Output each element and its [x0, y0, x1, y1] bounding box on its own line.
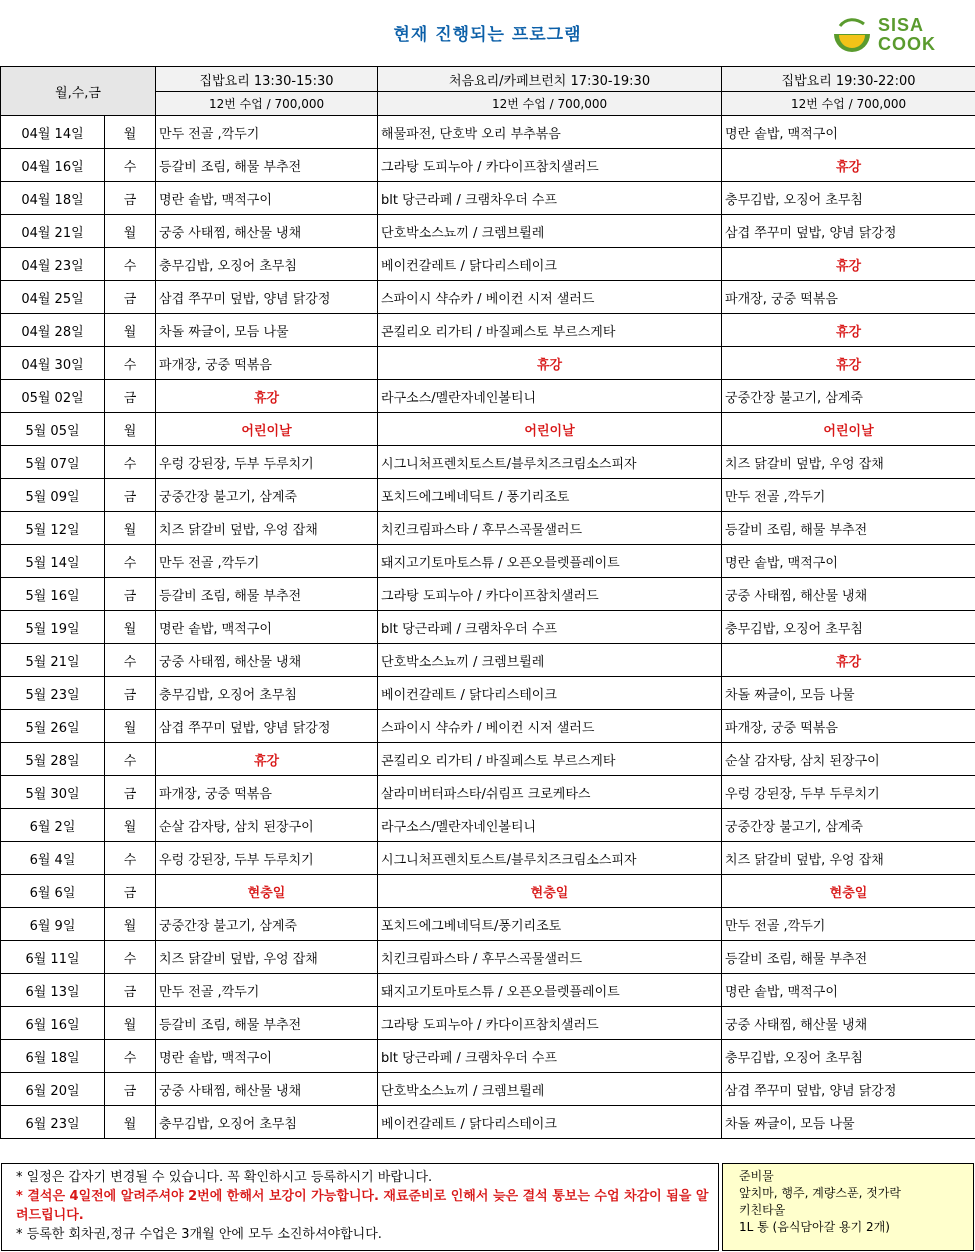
menu-cell-1330: 궁중간장 불고기, 삼계죽 — [156, 479, 378, 512]
logo-text — [878, 16, 936, 54]
date-cell: 5월 28일 — [1, 743, 105, 776]
weekday-cell: 월 — [105, 413, 156, 446]
menu-cell-1730: blt 당근라페 / 크램차우더 수프 — [378, 1040, 722, 1073]
program-header-2: 처음요리/카페브런치 17:30-19:30 — [378, 67, 722, 92]
menu-cell-1730: 시그니처프렌치토스트/블루치즈크림소스피자 — [378, 446, 722, 479]
menu-cell-1330: 충무김밥, 오징어 초무침 — [156, 677, 378, 710]
weekday-cell: 금 — [105, 974, 156, 1007]
weekday-cell: 월 — [105, 1007, 156, 1040]
table-row — [1, 380, 975, 413]
date-cell: 04월 18일 — [1, 182, 105, 215]
table-row — [1, 710, 975, 743]
menu-cell-1930: 휴강 — [722, 644, 975, 677]
weekday-cell: 수 — [105, 1040, 156, 1073]
menu-cell-1330: 삼겹 쭈꾸미 덮밥, 양념 닭강정 — [156, 710, 378, 743]
weekday-cell: 금 — [105, 479, 156, 512]
table-row — [1, 809, 975, 842]
table-row — [1, 908, 975, 941]
menu-cell-1930: 명란 솥밥, 맥적구이 — [722, 545, 975, 578]
note-schedule-change: * 일정은 갑자기 변경될 수 있습니다. 꼭 확인하시고 등록하시기 바랍니다. — [16, 1170, 433, 1185]
weekday-cell: 월 — [105, 116, 156, 149]
menu-cell-1930: 만두 전골 ,깍두기 — [722, 908, 975, 941]
date-cell: 5월 09일 — [1, 479, 105, 512]
menu-cell-1730: 휴강 — [378, 347, 722, 380]
table-row — [1, 215, 975, 248]
table-row — [1, 545, 975, 578]
supplies-line: 키친타올 — [739, 1203, 786, 1217]
menu-cell-1330: 휴강 — [156, 743, 378, 776]
menu-cell-1730: 해물파전, 단호박 오리 부추볶음 — [378, 116, 722, 149]
date-cell: 5월 07일 — [1, 446, 105, 479]
date-cell: 6월 16일 — [1, 1007, 105, 1040]
weekday-cell: 금 — [105, 875, 156, 908]
weekday-cell: 월 — [105, 215, 156, 248]
menu-cell-1330: 등갈비 조림, 해물 부추전 — [156, 149, 378, 182]
menu-cell-1930: 치즈 닭갈비 덮밥, 우엉 잡채 — [722, 446, 975, 479]
note-expiry: * 등록한 회차권,정규 수업은 3개월 안에 모두 소진하셔야합니다. — [16, 1227, 382, 1242]
menu-cell-1330: 궁중 사태찜, 해산물 냉채 — [156, 1073, 378, 1106]
menu-cell-1730: 콘킬리오 리가티 / 바질페스토 부르스게타 — [378, 743, 722, 776]
date-cell: 6월 23일 — [1, 1106, 105, 1139]
weekday-cell: 월 — [105, 611, 156, 644]
date-cell: 04월 21일 — [1, 215, 105, 248]
table-row — [1, 941, 975, 974]
table-row — [1, 611, 975, 644]
menu-cell-1730: 치킨크림파스타 / 후무스곡물샐러드 — [378, 512, 722, 545]
menu-cell-1930: 치즈 닭갈비 덮밥, 우엉 잡채 — [722, 842, 975, 875]
menu-cell-1930: 차돌 짜글이, 모듬 나물 — [722, 1106, 975, 1139]
menu-cell-1730: 베이컨갈레트 / 닭다리스테이크 — [378, 1106, 722, 1139]
menu-cell-1730: 포치드에그베네딕트/풍기리조토 — [378, 908, 722, 941]
table-row — [1, 446, 975, 479]
table-row — [1, 248, 975, 281]
table-row — [1, 182, 975, 215]
date-cell: 05월 02일 — [1, 380, 105, 413]
menu-cell-1330: 명란 솥밥, 맥적구이 — [156, 611, 378, 644]
menu-cell-1730: 시그니처프렌치토스트/블루치즈크림소스피자 — [378, 842, 722, 875]
menu-cell-1330: 휴강 — [156, 380, 378, 413]
menu-cell-1330: 명란 솥밥, 맥적구이 — [156, 182, 378, 215]
table-row — [1, 842, 975, 875]
menu-cell-1330: 파개장, 궁중 떡볶음 — [156, 776, 378, 809]
table-row — [1, 578, 975, 611]
date-cell: 6월 6일 — [1, 875, 105, 908]
menu-cell-1930: 우렁 강된장, 두부 두루치기 — [722, 776, 975, 809]
weekday-cell: 월 — [105, 908, 156, 941]
menu-cell-1930: 어린이날 — [722, 413, 975, 446]
menu-cell-1730: 베이컨갈레트 / 닭다리스테이크 — [378, 677, 722, 710]
days-header: 월,수,금 — [1, 67, 156, 116]
table-row — [1, 1106, 975, 1139]
date-cell: 5월 12일 — [1, 512, 105, 545]
supplies-line: 1L 통 (음식담아갈 용기 2개) — [739, 1220, 890, 1234]
price-header-2: 12번 수업 / 700,000 — [378, 92, 722, 116]
weekday-cell: 월 — [105, 809, 156, 842]
menu-cell-1730: 그라탕 도피누아 / 카다이프참치샐러드 — [378, 149, 722, 182]
date-cell: 6월 2일 — [1, 809, 105, 842]
menu-cell-1930: 차돌 짜글이, 모듬 나물 — [722, 677, 975, 710]
menu-cell-1930: 궁중간장 불고기, 삼계죽 — [722, 809, 975, 842]
weekday-cell: 월 — [105, 512, 156, 545]
weekday-cell: 월 — [105, 710, 156, 743]
schedule-body — [1, 116, 975, 1139]
menu-cell-1330: 궁중간장 불고기, 삼계죽 — [156, 908, 378, 941]
menu-cell-1930: 삼겹 쭈꾸미 덮밥, 양념 닭강정 — [722, 215, 975, 248]
menu-cell-1330: 만두 전골 ,깍두기 — [156, 974, 378, 1007]
menu-cell-1930: 궁중 사태찜, 해산물 냉채 — [722, 578, 975, 611]
date-cell: 6월 13일 — [1, 974, 105, 1007]
page-title: 현재 진행되는 프로그램 — [393, 25, 582, 45]
date-cell: 5월 16일 — [1, 578, 105, 611]
table-row — [1, 116, 975, 149]
menu-cell-1930: 현충일 — [722, 875, 975, 908]
menu-cell-1930: 충무김밥, 오징어 초무침 — [722, 611, 975, 644]
menu-cell-1930: 휴강 — [722, 149, 975, 182]
menu-cell-1330: 충무김밥, 오징어 초무침 — [156, 1106, 378, 1139]
table-row — [1, 743, 975, 776]
menu-cell-1930: 충무김밥, 오징어 초무침 — [722, 182, 975, 215]
menu-cell-1930: 명란 솥밥, 맥적구이 — [722, 116, 975, 149]
date-cell: 04월 23일 — [1, 248, 105, 281]
weekday-cell: 수 — [105, 149, 156, 182]
weekday-cell: 금 — [105, 182, 156, 215]
table-row — [1, 314, 975, 347]
notes-box — [1, 1163, 719, 1251]
menu-cell-1930: 휴강 — [722, 248, 975, 281]
menu-cell-1930: 파개장, 궁중 떡볶음 — [722, 710, 975, 743]
date-cell: 6월 20일 — [1, 1073, 105, 1106]
weekday-cell: 수 — [105, 743, 156, 776]
menu-cell-1330: 궁중 사태찜, 해산물 냉채 — [156, 215, 378, 248]
weekday-cell: 금 — [105, 578, 156, 611]
date-cell: 6월 4일 — [1, 842, 105, 875]
date-cell: 5월 14일 — [1, 545, 105, 578]
table-row — [1, 875, 975, 908]
sisa-cook-logo — [830, 14, 965, 56]
date-cell: 5월 19일 — [1, 611, 105, 644]
menu-cell-1330: 등갈비 조림, 해물 부추전 — [156, 1007, 378, 1040]
price-header-1: 12번 수업 / 700,000 — [156, 92, 378, 116]
menu-cell-1730: 그라탕 도피누아 / 카다이프참치샐러드 — [378, 578, 722, 611]
supplies-line: 앞치마, 행주, 계량스푼, 젓가락 — [739, 1186, 901, 1200]
menu-cell-1330: 파개장, 궁중 떡볶음 — [156, 347, 378, 380]
menu-cell-1330: 만두 전골 ,깍두기 — [156, 545, 378, 578]
menu-cell-1930: 만두 전골 ,깍두기 — [722, 479, 975, 512]
weekday-cell: 금 — [105, 281, 156, 314]
bowl-icon — [830, 16, 874, 56]
date-cell: 5월 05일 — [1, 413, 105, 446]
menu-cell-1730: 현충일 — [378, 875, 722, 908]
program-header-3: 집밥요리 19:30-22:00 — [722, 67, 975, 92]
table-row — [1, 413, 975, 446]
table-row — [1, 1007, 975, 1040]
weekday-cell: 수 — [105, 941, 156, 974]
table-row — [1, 974, 975, 1007]
menu-cell-1730: 스파이시 샥슈카 / 베이컨 시저 샐러드 — [378, 710, 722, 743]
menu-cell-1730: 단호박소스뇨끼 / 크렘브륄레 — [378, 215, 722, 248]
menu-cell-1330: 순살 감자탕, 삼치 된장구이 — [156, 809, 378, 842]
weekday-cell: 월 — [105, 314, 156, 347]
menu-cell-1730: 콘킬리오 리가티 / 바질페스토 부르스게타 — [378, 314, 722, 347]
menu-cell-1330: 어린이날 — [156, 413, 378, 446]
title-bar — [0, 0, 975, 67]
menu-cell-1730: 단호박소스뇨끼 / 크렘브륄레 — [378, 644, 722, 677]
weekday-cell: 금 — [105, 1073, 156, 1106]
table-row — [1, 1073, 975, 1106]
table-row — [1, 644, 975, 677]
weekday-cell: 금 — [105, 380, 156, 413]
menu-cell-1930: 파개장, 궁중 떡볶음 — [722, 281, 975, 314]
menu-cell-1730: 라구소스/멜란자네인볼티니 — [378, 380, 722, 413]
table-row — [1, 149, 975, 182]
table-row — [1, 281, 975, 314]
menu-cell-1330: 현충일 — [156, 875, 378, 908]
menu-cell-1930: 궁중 사태찜, 해산물 냉채 — [722, 1007, 975, 1040]
date-cell: 5월 26일 — [1, 710, 105, 743]
weekday-cell: 수 — [105, 842, 156, 875]
supplies-box — [722, 1163, 974, 1251]
date-cell: 04월 25일 — [1, 281, 105, 314]
date-cell: 6월 18일 — [1, 1040, 105, 1073]
date-cell: 6월 9일 — [1, 908, 105, 941]
date-cell: 04월 16일 — [1, 149, 105, 182]
program-header-1: 집밥요리 13:30-15:30 — [156, 67, 378, 92]
date-cell: 5월 21일 — [1, 644, 105, 677]
menu-cell-1930: 휴강 — [722, 347, 975, 380]
weekday-cell: 수 — [105, 248, 156, 281]
weekday-cell: 금 — [105, 677, 156, 710]
menu-cell-1930: 삼겹 쭈꾸미 덮밥, 양념 닭강정 — [722, 1073, 975, 1106]
menu-cell-1730: 그라탕 도피누아 / 카다이프참치샐러드 — [378, 1007, 722, 1040]
note-absence-policy: * 결석은 4일전에 알려주셔야 2번에 한해서 보강이 가능합니다. 재료준비로 인해서 늦은 결석 통보는 수업 차감이 됨을 알려드립니다. — [16, 1189, 709, 1223]
menu-cell-1930: 궁중간장 불고기, 삼계죽 — [722, 380, 975, 413]
supplies-title: 준비물 — [739, 1169, 774, 1183]
weekday-cell: 수 — [105, 347, 156, 380]
weekday-cell: 월 — [105, 1106, 156, 1139]
date-cell: 5월 23일 — [1, 677, 105, 710]
menu-cell-1330: 우렁 강된장, 두부 두루치기 — [156, 446, 378, 479]
menu-cell-1730: 스파이시 샥슈카 / 베이컨 시저 샐러드 — [378, 281, 722, 314]
menu-cell-1730: 살라미버터파스타/쉬림프 크로케타스 — [378, 776, 722, 809]
table-row — [1, 1040, 975, 1073]
weekday-cell: 수 — [105, 545, 156, 578]
menu-cell-1330: 충무김밥, 오징어 초무침 — [156, 248, 378, 281]
menu-cell-1330: 치즈 닭갈비 덮밥, 우엉 잡채 — [156, 512, 378, 545]
menu-cell-1930: 명란 솥밥, 맥적구이 — [722, 974, 975, 1007]
menu-cell-1330: 차돌 짜글이, 모듬 나물 — [156, 314, 378, 347]
menu-cell-1930: 휴강 — [722, 314, 975, 347]
table-row — [1, 776, 975, 809]
weekday-cell: 수 — [105, 644, 156, 677]
menu-cell-1330: 등갈비 조림, 해물 부추전 — [156, 578, 378, 611]
table-row — [1, 479, 975, 512]
menu-cell-1930: 등갈비 조림, 해물 부추전 — [722, 941, 975, 974]
menu-cell-1730: 어린이날 — [378, 413, 722, 446]
logo-line1: SISA — [878, 15, 925, 35]
menu-cell-1330: 명란 솥밥, 맥적구이 — [156, 1040, 378, 1073]
weekday-cell: 수 — [105, 446, 156, 479]
menu-cell-1730: 치킨크림파스타 / 후무스곡물샐러드 — [378, 941, 722, 974]
date-cell: 6월 11일 — [1, 941, 105, 974]
menu-cell-1730: 단호박소스뇨끼 / 크렘브륄레 — [378, 1073, 722, 1106]
date-cell: 5월 30일 — [1, 776, 105, 809]
weekday-cell: 금 — [105, 776, 156, 809]
schedule-table — [0, 66, 975, 1139]
menu-cell-1330: 우렁 강된장, 두부 두루치기 — [156, 842, 378, 875]
menu-cell-1730: 라구소스/멜란자네인볼티니 — [378, 809, 722, 842]
menu-cell-1730: 베이컨갈레트 / 닭다리스테이크 — [378, 248, 722, 281]
menu-cell-1730: blt 당근라페 / 크램차우더 수프 — [378, 182, 722, 215]
menu-cell-1730: 돼지고기토마토스튜 / 오픈오믈렛플레이트 — [378, 974, 722, 1007]
table-row — [1, 512, 975, 545]
menu-cell-1330: 치즈 닭갈비 덮밥, 우엉 잡채 — [156, 941, 378, 974]
date-cell: 04월 14일 — [1, 116, 105, 149]
menu-cell-1330: 궁중 사태찜, 해산물 냉채 — [156, 644, 378, 677]
date-cell: 04월 28일 — [1, 314, 105, 347]
menu-cell-1730: 돼지고기토마토스튜 / 오픈오믈렛플레이트 — [378, 545, 722, 578]
table-row — [1, 347, 975, 380]
menu-cell-1330: 삼겹 쭈꾸미 덮밥, 양념 닭강정 — [156, 281, 378, 314]
menu-cell-1930: 충무김밥, 오징어 초무침 — [722, 1040, 975, 1073]
menu-cell-1930: 등갈비 조림, 해물 부추전 — [722, 512, 975, 545]
menu-cell-1930: 순살 감자탕, 삼치 된장구이 — [722, 743, 975, 776]
date-cell: 04월 30일 — [1, 347, 105, 380]
menu-cell-1730: 포치드에그베네딕트 / 풍기리조토 — [378, 479, 722, 512]
menu-cell-1330: 만두 전골 ,깍두기 — [156, 116, 378, 149]
table-row — [1, 677, 975, 710]
menu-cell-1730: blt 당근라페 / 크램차우더 수프 — [378, 611, 722, 644]
price-header-3: 12번 수업 / 700,000 — [722, 92, 975, 116]
logo-line2: COOK — [878, 34, 936, 54]
